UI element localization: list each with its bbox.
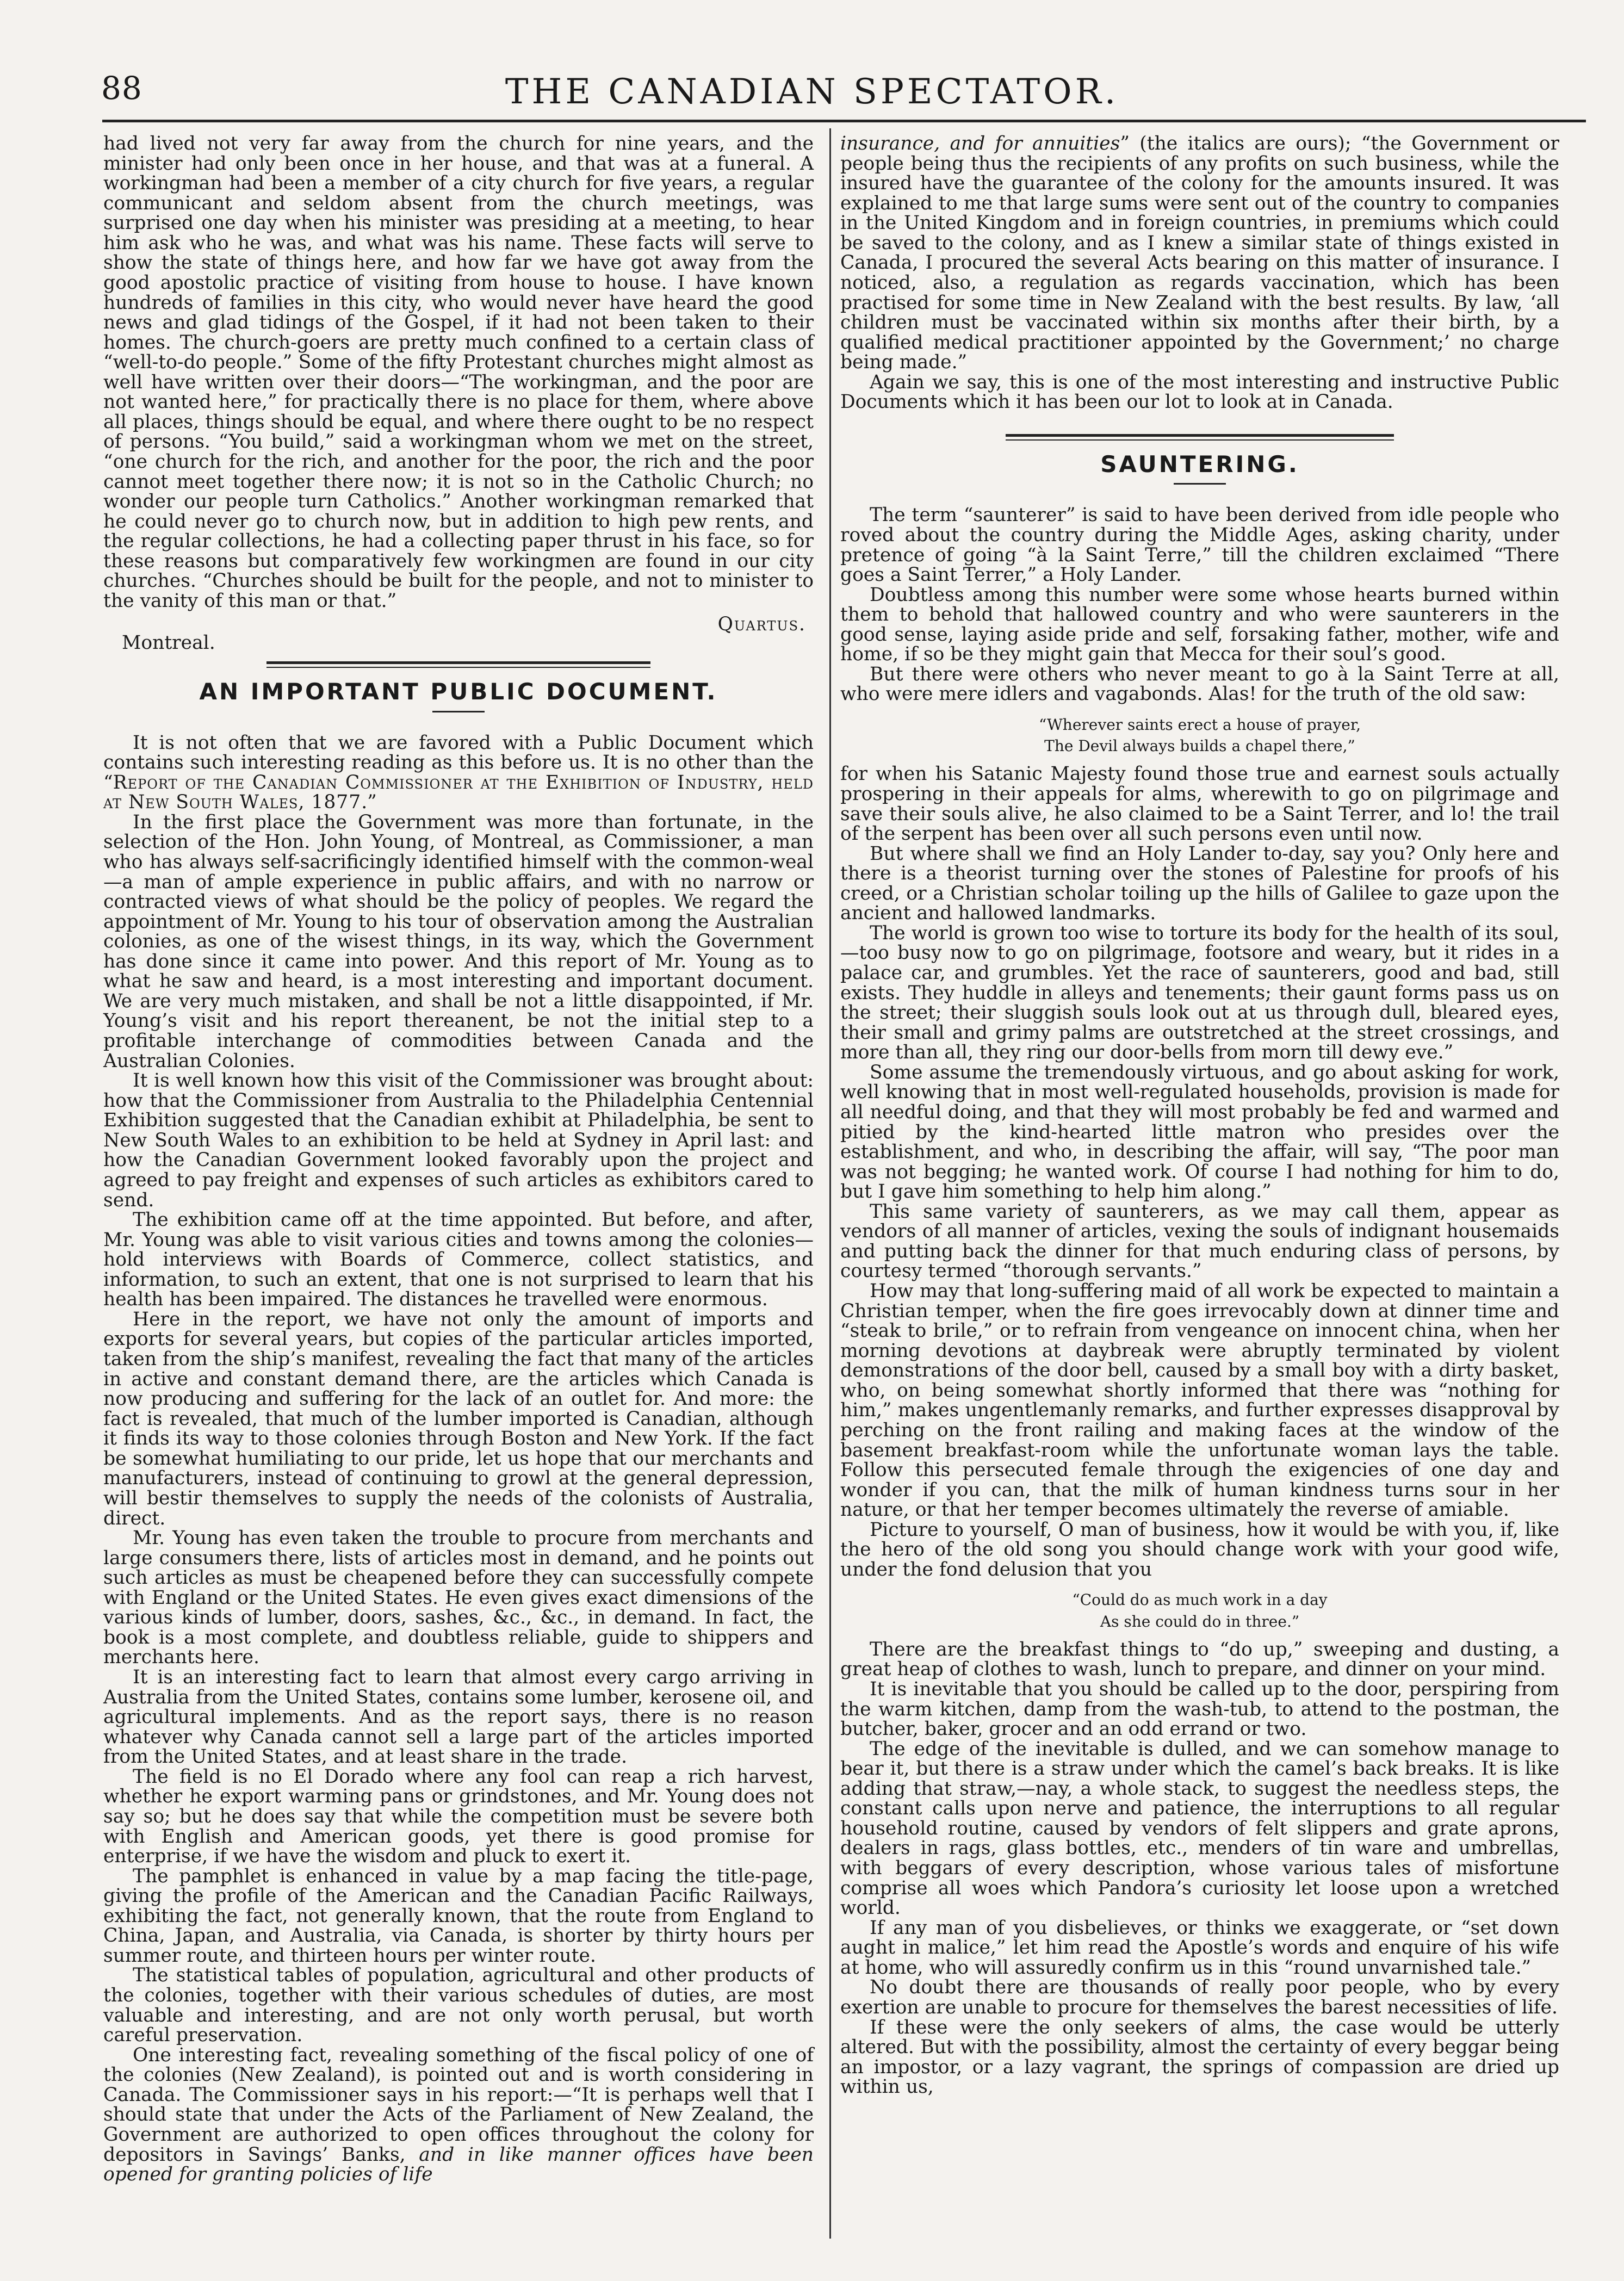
signature-name: Quartus.	[717, 613, 806, 635]
header-rule	[102, 120, 1586, 122]
verse-quote	[840, 714, 1559, 757]
paragraph: Again we say, this is one of the most interesting and instructive Public Documents which it has been our lot to look at in Canada.	[840, 371, 1559, 413]
paragraph: How may that long-suffering maid of all work be expected to maintain a Christian temper, when the fire goes irrevocably down at dinner time and “steak to brile,” or to refrain from vengeance on innocent china, when her morning devotions at daybreak were abruptly terminated by violent demonstrations of the door bell, caused by a small boy with a dirty basket, who, on being somewhat shortly informed that there was “nothing for him,” makes ungentlemanly remarks, and further expresses disapproval by perching on the front railing and making faces at the window of the basement breakfast-room while the unfortunate woman lays the table. Follow this persecuted female through the exigencies of one day and wonder if you can, that the milk of human kindness turns sour in her nature, or that her temper becomes ultimately the reverse of amiable.	[840, 1280, 1559, 1521]
paragraph: Mr. Young has even taken the trouble to procure from merchants and large consumers there, lists of articles most in demand, and he points out such articles as must be cheapened before they can successfully compete with England or the United States. He even gives exact dimensions of the various kinds of lumber, doors, sashes, &c., &c., in demand. In fact, the book is a most complete, and doubtless reliable, guide to shippers and merchants here.	[103, 1527, 814, 1669]
paragraph: It is well known how this visit of the Commissioner was brought about: how that the Commissioner from Australia to the Philadelphia Centennial Exhibition suggested that the Canadian exhibit at Philadelphia, be sent to New South Wales to an exhibition to be held at Sydney in April last: and how the Canadian Government looked favorably upon the project and agreed to pay freight and expenses of such articles as exhibitors cared to send.	[103, 1070, 814, 1211]
paragraph: One interesting fact, revealing something of the fiscal policy of one of the colonies (New Zealand), is pointed out and is worth considering in Canada. The Commissioner says in his report:—“It is perhaps well that I should state that under the Acts of the Parliament of New Zealand, the Government are authorized to open offices throughout the colony for depositors in Savings’ Banks, and in like manner offices have been opened for granting policies of life	[103, 2044, 814, 2186]
paragraph: This same variety of saunterers, as we may call them, appear as vendors of all manner of articles, vexing the souls of indignant housemaids and putting back the dinner for that much enduring class of persons, by courtesy termed “thorough servants.”	[840, 1200, 1559, 1282]
article-heading: SAUNTERING.	[1100, 450, 1299, 478]
left-column	[103, 134, 814, 2185]
verse-quote	[840, 1589, 1559, 1632]
verse-line: “Wherever saints erect a house of prayer,	[1038, 716, 1361, 734]
paragraph: It is an interesting fact to learn that almost every cargo arriving in Australia from the United States, contains some lumber, kerosene oil, and agricultural implements. And as the report says, there is no reason whatever why Canada cannot sell a large part of the articles imported from the United States, and at least share in the trade.	[103, 1666, 814, 1768]
page-number: 88	[101, 70, 142, 107]
section-rule	[1006, 434, 1394, 441]
paragraph: The field is no El Dorado where any fool can reap a rich harvest, whether he export warming pans or grindstones, and Mr. Young does not say so; but he does say that while the competition must be severe both with English and American goods, yet there is good promise for enterprise, if we have the wisdom and pluck to exert it.	[103, 1765, 814, 1868]
signature-place: Montreal.	[122, 631, 215, 654]
article-heading: AN IMPORTANT PUBLIC DOCUMENT.	[199, 678, 718, 705]
paragraph: Picture to yourself, O man of business, how it would be with you, if, like the hero of the old song you should change work with your good wife, under the fond delusion that you	[840, 1518, 1559, 1580]
paragraph: The world is grown too wise to torture its body for the health of its soul,—too busy now to go on pilgrimage, footsore and weary, but it rides in a palace car, and grumbles. Yet the race of saunterers, good and bad, still exists. They huddle in alleys and tenements; their gaunt forms pass us on the street; their sluggish souls look out at us through dull, bleared eyes, their small and grimy palms are outstretched at the street crossings, and more than all, they ring our door-bells from morn till dewy eve.”	[840, 922, 1559, 1064]
paragraph: If any man of you disbelieves, or thinks we exaggerate, or “set down aught in malice,” let him read the Apostle’s words and enquire of his wife at home, who will assuredly confirm us in this “round unvarnished tale.”	[840, 1917, 1559, 1979]
paragraph: No doubt there are thousands of really poor people, who by every exertion are unable to procure for themselves the barest necessities of life.	[840, 1976, 1559, 2018]
paragraph: If these were the only seekers of alms, the case would be utterly altered. But with the possibility, almost the certainty of every beggar being an impostor, or a lazy vagrant, the springs of compassion are dried up within us,	[840, 2016, 1559, 2098]
paragraph: for when his Satanic Majesty found those true and earnest souls actually prospering in their appeals for alms, wherewith to go on pilgrimage and save their souls alive, he also claimed to be a Saint Terrer, and lo! the trail of the serpent has been over all such persons even until now.	[840, 763, 1559, 845]
paragraph: But there were others who never meant to go à la Saint Terre at all, who were mere idlers and vagabonds. Alas! for the truth of the old saw:	[840, 663, 1559, 705]
paragraph: The statistical tables of population, agricultural and other products of the colonies, together with their various schedules of duties, are most valuable and interesting, and are not only worth perusal, but worth careful preservation.	[103, 1964, 814, 2047]
verse-line: As she could do in three.”	[1100, 1612, 1300, 1631]
paragraph: Doubtless among this number were some whose hearts burned within them to behold that hallowed country and who were saunterers in the good sense, laying aside pride and self, forsaking father, mother, wife and home, if so be they might gain that Mecca for their soul’s good.	[840, 584, 1559, 666]
signature-line	[122, 613, 806, 654]
masthead: THE CANADIAN SPECTATOR.	[505, 72, 1119, 112]
paragraph: The term “saunterer” is said to have been derived from idle people who roved about the country during the Middle Ages, asking charity, under pretence of going “à la Saint Terre,” till the children exclaimed “There goes a Saint Terrer,” a Holy Lander.	[840, 504, 1559, 586]
section-rule	[266, 661, 650, 668]
paragraph: The edge of the inevitable is dulled, and we can somehow manage to bear it, but there is a straw under which the camel’s back breaks. It is like adding that straw,—nay, a whole stack, to suggest the needless steps, the constant calls upon nerve and patience, the interruptions to all regular household routine, caused by vendors of felt slippers and grate aprons, dealers in rags, glass bottles, etc., menders of tin ware and umbrellas, with beggars of every description, whose various tales of misfortune comprise all woes which Pandora’s curiosity let loose upon a wretched world.	[840, 1738, 1559, 1919]
column-divider	[829, 128, 831, 2239]
heading-rule	[432, 711, 485, 712]
paragraph: But where shall we find an Holy Lander to-day, say you? Only here and there is a theorist turning over the stones of Palestine for proofs of his creed, or a Christian scholar toiling up the hills of Galilee to gaze upon the ancient and hallowed landmarks.	[840, 842, 1559, 925]
paragraph: It is inevitable that you should be called up to the door, perspiring from the warm kitchen, damp from the wash-tub, to attend to the postman, the butcher, baker, grocer and an odd errand or two.	[840, 1678, 1559, 1740]
paragraph: In the first place the Government was more than fortunate, in the selection of the Hon. John Young, of Montreal, as Commissioner, a man who has always self-sacrificingly identified himself with the common-weal—a man of ample experience in public affairs, and with no narrow or contracted views of what should be the policy of peoples. We regard the appointment of Mr. Young to his tour of observation among the Australian colonies, as one of the wisest things, in its way, which the Government has done since it came into power. And this report of Mr. Young as to what he saw and heard, is a most interesting and important document. We are very much mistaken, and shall be not a little disappointed, if Mr. Young’s visit and his report thereanent, be not the initial step to a profitable interchange of commodities between Canada and the Australian Colonies.	[103, 811, 814, 1072]
paragraph: There are the breakfast things to “do up,” sweeping and dusting, a great heap of clothes to wash, lunch to prepare, and dinner on your mind.	[840, 1638, 1559, 1681]
paragraph: It is not often that we are favored with a Public Document which contains such interesting reading as this before us. It is no other than the “Report of the Canadian Commissioner at the Exhibition of Industry, held at New South Wales, 1877.”	[103, 732, 814, 814]
paragraph: The pamphlet is enhanced in value by a map facing the title-page, giving the profile of the American and the Canadian Pacific Railways, exhibiting the fact, not generally known, that the route from England to China, Japan, and Australia, via Canada, is shorter by thirty hours per summer route, and thirteen hours per winter route.	[103, 1865, 814, 1967]
right-column	[840, 134, 1559, 2097]
paragraph: Here in the report, we have not only the amount of imports and exports for several years, but copies of the particular articles imported, taken from the ship’s manifest, revealing the fact that many of the articles in active and constant demand there, are the articles which Canada is now producing and suffering for the lack of an outlet for. And more: the fact is revealed, that much of the lumber imported is Canadian, although it finds its way to those colonies through Boston and New York. If the fact be somewhat humiliating to our pride, let us hope that our merchants and manufacturers, instead of continuing to growl at the general depression, will bestir themselves to supply the needs of the colonists of Australia, direct.	[103, 1308, 814, 1529]
paragraph: Some assume the tremendously virtuous, and go about asking for work, well knowing that in most well-regulated households, provision is made for all needful doing, and that they will most probably be fed and warmed and pitied by the kind-hearted little matron who presides over the establishment, and who, in describing the affair, will say, “The poor man was not begging; he wanted work. Of course I had nothing for him to do, but I gave him something to help him along.”	[840, 1061, 1559, 1203]
verse-line: “Could do as much work in a day	[1072, 1591, 1328, 1609]
paragraph: The exhibition came off at the time appointed. But before, and after, Mr. Young was able to visit various cities and towns among the colonies—hold interviews with Boards of Commerce, collect statistics, and information, to such an extent, that one is not surprised to learn that his health has been impaired. The distances he travelled were enormous.	[103, 1209, 814, 1311]
heading-rule	[1174, 483, 1226, 485]
paragraph: insurance, and for annuities” (the italics are ours); “the Government or people being thus the recipients of any profits on such business, while the insured have the guarantee of the colony for the amounts insured. It was explained to me that large sums were sent out of the country to companies in the United Kingdom and in foreign countries, in premiums which could be saved to the colony, and as I knew a similar state of things existed in Canada, I procured the several Acts bearing on this matter of insurance. I noticed, also, a regulation as regards vaccination, which has been practised for some time in New Zealand with the best results. By law, ‘all children must be vaccinated within six months after their birth, by a qualified medical practitioner appointed by the Government;’ no charge being made.”	[840, 133, 1559, 374]
paragraph: had lived not very far away from the church for nine years, and the minister had only been once in her house, and that was at a funeral. A workingman had been a member of a city church for five years, a regular communicant and seldom absent from the church meetings, was surprised one day when his minister was presiding at a meeting, to hear him ask who he was, and what was his name. These facts will serve to show the state of things here, and how far we have got away from the good apostolic practice of visiting from house to house. I have known hundreds of families in this city, who would never have heard the good news and glad tidings of the Gospel, if it had not been taken to their homes. The church-goers are pretty much confined to a certain class of “well-to-do people.” Some of the fifty Protestant churches might almost as well have written over their doors—“The workingman, and the poor are not wanted here,” for practically there is no place for them, where above all places, things should be equal, and where there ought to be no respect of persons. “You build,” said a workingman whom we met on the street, “one church for the rich, and another for the poor, the rich and the poor cannot meet together there now; it is not so in the Catholic Church; no wonder our people turn Catholics.” Another workingman remarked that he could never go to church now, but in addition to high pew rents, and the regular collections, he had a collecting paper thrust in his face, so for these reasons but comparatively few workingmen are found in our city churches. “Churches should be built for the people, and not to minister to the vanity of this man or that.”	[103, 133, 814, 612]
verse-line: The Devil always builds a chapel there,”	[1044, 737, 1355, 755]
